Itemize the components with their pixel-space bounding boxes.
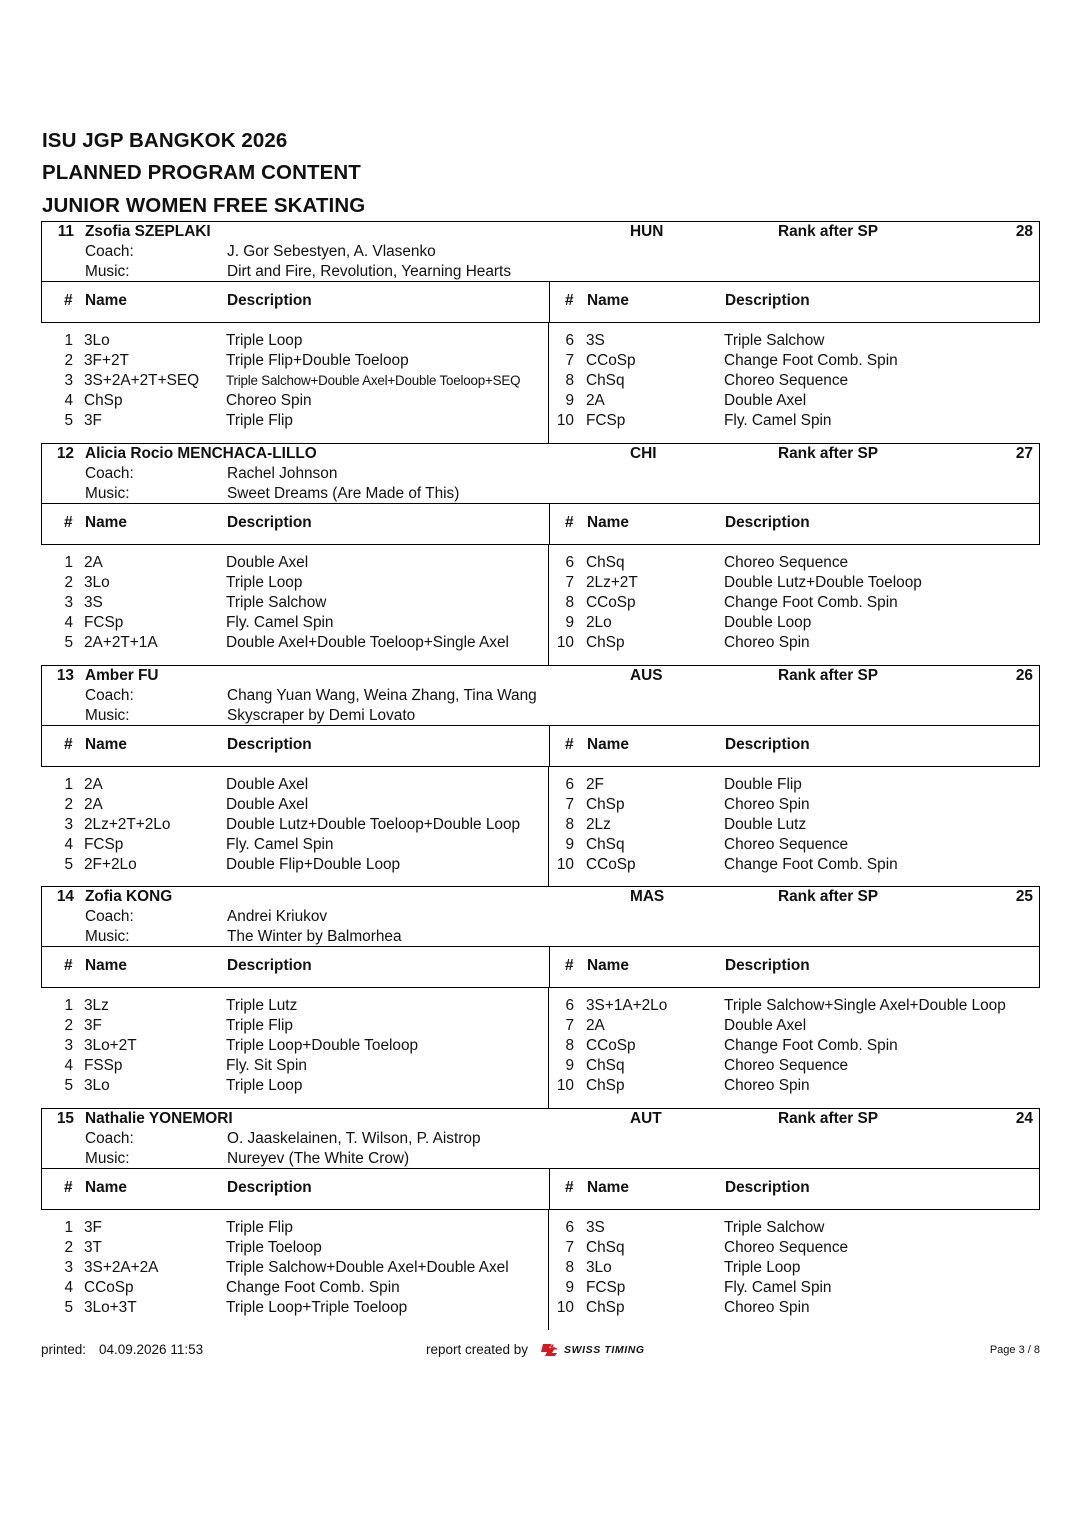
column-divider [548, 988, 549, 1108]
element-code: 2Lz [586, 816, 611, 833]
element-number: 2 [64, 352, 73, 369]
music-value: The Winter by Balmorhea [227, 928, 402, 945]
col-description: Description [227, 957, 312, 974]
element-description: Change Foot Comb. Spin [226, 1279, 400, 1296]
column-divider [548, 545, 549, 665]
col-name: Name [85, 736, 127, 753]
element-number: 1 [64, 554, 73, 571]
col-num: # [565, 1179, 574, 1196]
start-number: 13 [56, 667, 74, 684]
element-number: 8 [565, 594, 574, 611]
music-label: Music: [85, 928, 130, 945]
element-code: 3S+1A+2Lo [586, 997, 668, 1014]
element-code: 2A [586, 1017, 605, 1034]
element-description: Triple Loop [226, 332, 303, 349]
element-number: 6 [565, 332, 574, 349]
col-num: # [64, 736, 73, 753]
element-code: CCoSp [586, 1037, 636, 1054]
element-code: ChSp [586, 1077, 625, 1094]
rank-label: Rank after SP [778, 667, 879, 684]
element-number: 9 [565, 836, 574, 853]
element-number: 9 [565, 1057, 574, 1074]
col-num: # [64, 514, 73, 531]
element-code: 3F+2T [84, 352, 129, 369]
music-value: Sweet Dreams (Are Made of This) [227, 485, 460, 502]
element-number: 2 [64, 574, 73, 591]
element-description: Triple Toeloop [226, 1239, 322, 1256]
music-label: Music: [85, 485, 130, 502]
element-description: Choreo Sequence [724, 836, 849, 853]
element-description: Triple Flip [226, 1219, 293, 1236]
element-number: 6 [565, 1219, 574, 1236]
element-description: Change Foot Comb. Spin [724, 856, 898, 873]
swiss-timing-mark-icon [539, 1342, 561, 1358]
element-number: 8 [565, 1037, 574, 1054]
element-code: 2A [84, 796, 103, 813]
element-description: Choreo Spin [226, 392, 312, 409]
rank-label: Rank after SP [778, 223, 879, 240]
col-description: Description [725, 957, 810, 974]
element-description: Choreo Spin [724, 634, 810, 651]
element-description: Triple Loop [724, 1259, 801, 1276]
page-footer [41, 1341, 1040, 1361]
rank-label: Rank after SP [778, 888, 879, 905]
element-description: Fly. Camel Spin [724, 412, 832, 429]
element-number: 4 [64, 1057, 73, 1074]
element-code: 2Lo [586, 614, 612, 631]
element-number: 9 [565, 392, 574, 409]
element-code: 3Lo+3T [84, 1299, 137, 1316]
element-number: 5 [64, 1077, 73, 1094]
element-description: Choreo Sequence [724, 372, 849, 389]
element-code: 2A [586, 392, 605, 409]
skater-header [41, 886, 1040, 947]
coach-label: Coach: [85, 687, 134, 704]
element-code: CCoSp [586, 856, 636, 873]
col-num: # [565, 957, 574, 974]
coach-value: Andrei Kriukov [227, 908, 328, 925]
skater-block [41, 221, 1040, 443]
skater-block [41, 443, 1040, 665]
element-code: ChSq [586, 554, 625, 571]
rank-value: 24 [1015, 1110, 1033, 1127]
col-description: Description [725, 736, 810, 753]
music-label: Music: [85, 263, 130, 280]
nation-code: CHI [630, 445, 657, 462]
element-description: Double Flip+Double Loop [226, 856, 401, 873]
skater-name: Zofia KONG [85, 888, 173, 905]
rank-value: 27 [1015, 445, 1033, 462]
element-number: 3 [64, 816, 73, 833]
element-number: 2 [64, 1239, 73, 1256]
element-description: Double Axel [226, 796, 309, 813]
element-number: 8 [565, 816, 574, 833]
element-list [41, 767, 1040, 887]
music-label: Music: [85, 707, 130, 724]
element-code: CCoSp [84, 1279, 134, 1296]
col-num: # [565, 514, 574, 531]
element-number: 1 [64, 1219, 73, 1236]
col-description: Description [227, 736, 312, 753]
column-divider [548, 767, 549, 887]
element-number: 6 [565, 997, 574, 1014]
column-divider [549, 504, 550, 544]
element-code: 3F [84, 412, 102, 429]
element-number: 3 [64, 594, 73, 611]
swiss-timing-logo [539, 1342, 645, 1358]
element-number: 5 [64, 856, 73, 873]
element-code: 2A [84, 776, 103, 793]
column-divider [548, 323, 549, 443]
element-number: 1 [64, 997, 73, 1014]
music-value: Dirt and Fire, Revolution, Yearning Hearts [227, 263, 512, 280]
col-num: # [64, 1179, 73, 1196]
skater-block [41, 665, 1040, 887]
column-divider [549, 1169, 550, 1209]
element-list [41, 323, 1040, 443]
element-description: Choreo Spin [724, 796, 810, 813]
element-number: 6 [565, 554, 574, 571]
col-name: Name [85, 957, 127, 974]
element-description: Triple Salchow [226, 594, 327, 611]
element-code: 3Lz [84, 997, 109, 1014]
page-number: Page 3 / 8 [989, 1344, 1040, 1356]
coach-value: O. Jaaskelainen, T. Wilson, P. Aistrop [227, 1130, 481, 1147]
col-name: Name [587, 1179, 629, 1196]
element-description: Triple Flip+Double Toeloop [226, 352, 409, 369]
element-code: 3S [84, 594, 103, 611]
element-description: Triple Lutz [226, 997, 298, 1014]
rank-label: Rank after SP [778, 445, 879, 462]
element-code: ChSq [586, 836, 625, 853]
rank-value: 26 [1015, 667, 1033, 684]
element-description: Fly. Camel Spin [724, 1279, 832, 1296]
element-code: 2F [586, 776, 604, 793]
element-code: CCoSp [586, 594, 636, 611]
element-description: Double Lutz+Double Toeloop [724, 574, 922, 591]
nation-code: HUN [630, 223, 664, 240]
element-description: Double Lutz [724, 816, 807, 833]
music-label: Music: [85, 1150, 130, 1167]
element-number: 2 [64, 796, 73, 813]
element-number: 1 [64, 776, 73, 793]
nation-code: AUT [630, 1110, 662, 1127]
element-number: 4 [64, 836, 73, 853]
element-number: 1 [64, 332, 73, 349]
element-number: 6 [565, 776, 574, 793]
element-description: Double Lutz+Double Toeloop+Double Loop [226, 816, 521, 833]
element-description: Triple Salchow [724, 332, 825, 349]
element-description: Fly. Camel Spin [226, 836, 334, 853]
col-num: # [565, 736, 574, 753]
nation-code: AUS [630, 667, 663, 684]
element-description: Double Axel [226, 554, 309, 571]
category-title: JUNIOR WOMEN FREE SKATING [42, 194, 366, 217]
element-column-header [41, 504, 1040, 545]
element-code: 3F [84, 1219, 102, 1236]
element-number: 7 [565, 574, 574, 591]
element-description: Choreo Sequence [724, 1057, 849, 1074]
col-description: Description [227, 514, 312, 531]
element-code: 3Lo [84, 1077, 110, 1094]
col-description: Description [725, 292, 810, 309]
element-code: 3Lo [586, 1259, 612, 1276]
element-code: 3Lo+2T [84, 1037, 137, 1054]
skater-header [41, 221, 1040, 282]
col-name: Name [85, 1179, 127, 1196]
element-description: Double Axel [724, 1017, 807, 1034]
report-title: PLANNED PROGRAM CONTENT [42, 161, 361, 184]
element-number: 4 [64, 614, 73, 631]
printed-label: printed: [41, 1342, 87, 1357]
element-description: Triple Salchow [724, 1219, 825, 1236]
element-code: ChSp [586, 796, 625, 813]
element-code: ChSq [586, 372, 625, 389]
element-code: 2Lz+2T+2Lo [84, 816, 171, 833]
printed-timestamp: 04.09.2026 11:53 [99, 1342, 204, 1357]
coach-label: Coach: [85, 243, 134, 260]
rank-value: 28 [1015, 223, 1033, 240]
col-name: Name [85, 514, 127, 531]
element-code: 2A [84, 554, 103, 571]
element-number: 3 [64, 1259, 73, 1276]
col-name: Name [587, 736, 629, 753]
element-list [41, 545, 1040, 665]
element-description: Choreo Sequence [724, 554, 849, 571]
element-description: Change Foot Comb. Spin [724, 1037, 898, 1054]
start-number: 12 [56, 445, 74, 462]
column-divider [549, 947, 550, 987]
element-code: ChSq [586, 1239, 625, 1256]
skater-name: Amber FU [85, 667, 159, 684]
coach-value: Rachel Johnson [227, 465, 338, 482]
element-code: CCoSp [586, 352, 636, 369]
start-number: 11 [57, 223, 74, 240]
element-number: 7 [565, 1017, 574, 1034]
element-description: Double Loop [724, 614, 812, 631]
element-number: 4 [64, 392, 73, 409]
element-code: FSSp [84, 1057, 123, 1074]
skater-name: Nathalie YONEMORI [85, 1110, 233, 1127]
col-description: Description [725, 514, 810, 531]
element-code: 3S+2A+2A [84, 1259, 159, 1276]
col-description: Description [227, 292, 312, 309]
element-code: 3S [586, 332, 605, 349]
element-number: 9 [565, 1279, 574, 1296]
coach-value: J. Gor Sebestyen, A. Vlasenko [227, 243, 436, 260]
column-divider [548, 1210, 549, 1330]
element-description: Change Foot Comb. Spin [724, 594, 898, 611]
col-description: Description [227, 1179, 312, 1196]
element-number: 7 [565, 1239, 574, 1256]
element-description: Triple Flip [226, 1017, 293, 1034]
element-column-header [41, 282, 1040, 323]
element-description: Triple Salchow+Double Axel+Double Axel [226, 1259, 509, 1276]
element-column-header [41, 1169, 1040, 1210]
element-number: 8 [565, 372, 574, 389]
event-title: ISU JGP BANGKOK 2026 [42, 129, 288, 152]
element-number: 10 [556, 412, 574, 429]
element-code: 2Lz+2T [586, 574, 638, 591]
element-description: Triple Loop [226, 574, 303, 591]
element-number: 10 [556, 1299, 574, 1316]
skater-block [41, 886, 1040, 1108]
element-code: 3Lo [84, 574, 110, 591]
element-description: Triple Salchow+Double Axel+Double Toeloop+SEQ [226, 373, 521, 388]
element-code: 3S+2A+2T+SEQ [84, 372, 200, 389]
element-code: 3S [586, 1219, 605, 1236]
coach-label: Coach: [85, 465, 134, 482]
element-code: ChSq [586, 1057, 625, 1074]
column-divider [549, 282, 550, 322]
element-number: 5 [64, 634, 73, 651]
skater-header [41, 1108, 1040, 1169]
col-name: Name [587, 514, 629, 531]
element-code: FCSp [586, 412, 626, 429]
element-number: 5 [64, 412, 73, 429]
element-description: Double Axel+Double Toeloop+Single Axel [226, 634, 509, 651]
skater-name: Alicia Rocio MENCHACA-LILLO [85, 445, 317, 462]
element-list [41, 1210, 1040, 1330]
element-description: Triple Salchow+Single Axel+Double Loop [724, 997, 1006, 1014]
col-num: # [64, 292, 73, 309]
music-value: Skyscraper by Demi Lovato [227, 707, 416, 724]
element-description: Triple Loop+Double Toeloop [226, 1037, 419, 1054]
report-created-label: report created by [426, 1342, 529, 1357]
element-number: 10 [556, 856, 574, 873]
element-code: FCSp [84, 836, 124, 853]
skater-block [41, 1108, 1040, 1330]
element-number: 3 [64, 1037, 73, 1054]
skater-header [41, 665, 1040, 726]
element-code: 3F [84, 1017, 102, 1034]
element-description: Choreo Spin [724, 1077, 810, 1094]
element-number: 9 [565, 614, 574, 631]
element-code: 3T [84, 1239, 102, 1256]
skater-header [41, 443, 1040, 504]
element-description: Double Axel [724, 392, 807, 409]
element-description: Triple Loop [226, 1077, 303, 1094]
element-description: Triple Loop+Triple Toeloop [226, 1299, 408, 1316]
element-number: 7 [565, 352, 574, 369]
skater-name: Zsofia SZEPLAKI [85, 223, 211, 240]
element-code: 3Lo [84, 332, 110, 349]
start-number: 14 [56, 888, 74, 905]
col-description: Description [725, 1179, 810, 1196]
element-number: 8 [565, 1259, 574, 1276]
rank-value: 25 [1015, 888, 1033, 905]
element-number: 5 [64, 1299, 73, 1316]
col-name: Name [85, 292, 127, 309]
element-code: FCSp [84, 614, 124, 631]
element-code: ChSp [84, 392, 123, 409]
element-description: Double Flip [724, 776, 802, 793]
element-number: 4 [64, 1279, 73, 1296]
element-number: 2 [64, 1017, 73, 1034]
music-value: Nureyev (The White Crow) [227, 1150, 410, 1167]
col-name: Name [587, 292, 629, 309]
element-column-header [41, 726, 1040, 767]
element-code: FCSp [586, 1279, 626, 1296]
rank-label: Rank after SP [778, 1110, 879, 1127]
element-description: Triple Flip [226, 412, 293, 429]
coach-value: Chang Yuan Wang, Weina Zhang, Tina Wang [227, 687, 537, 704]
element-description: Choreo Spin [724, 1299, 810, 1316]
element-code: ChSp [586, 634, 625, 651]
element-description: Double Axel [226, 776, 309, 793]
element-description: Change Foot Comb. Spin [724, 352, 898, 369]
start-number: 15 [56, 1110, 74, 1127]
coach-label: Coach: [85, 908, 134, 925]
element-description: Fly. Camel Spin [226, 614, 334, 631]
element-list [41, 988, 1040, 1108]
element-description: Fly. Sit Spin [226, 1057, 307, 1074]
element-number: 7 [565, 796, 574, 813]
element-number: 10 [556, 634, 574, 651]
element-number: 10 [556, 1077, 574, 1094]
col-num: # [64, 957, 73, 974]
element-code: 2A+2T+1A [84, 634, 158, 651]
swiss-timing-wordmark: SWISS TIMING [564, 1344, 645, 1356]
element-description: Choreo Sequence [724, 1239, 849, 1256]
element-column-header [41, 947, 1040, 988]
col-name: Name [587, 957, 629, 974]
nation-code: MAS [630, 888, 665, 905]
element-code: 2F+2Lo [84, 856, 137, 873]
element-code: ChSp [586, 1299, 625, 1316]
column-divider [549, 726, 550, 766]
coach-label: Coach: [85, 1130, 134, 1147]
col-num: # [565, 292, 574, 309]
element-number: 3 [64, 372, 73, 389]
